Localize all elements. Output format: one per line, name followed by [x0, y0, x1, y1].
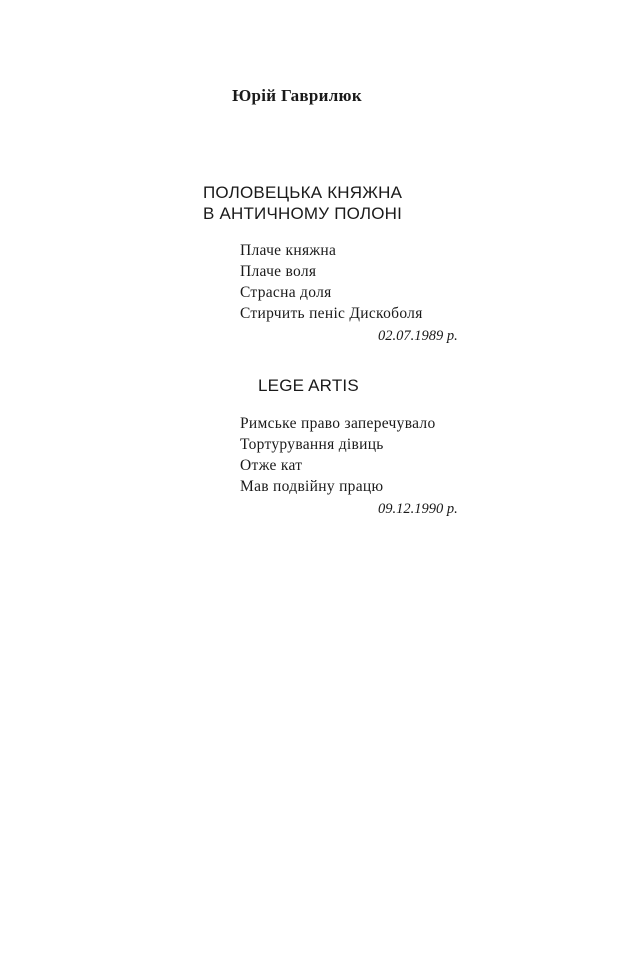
poem-title-line: В АНТИЧНОМУ ПОЛОНІ	[203, 204, 403, 223]
poem-line: Римське право заперечувало	[240, 415, 436, 432]
poem-title-line: ПОЛОВЕЦЬКА КНЯЖНА	[203, 183, 403, 202]
poem-line: Плаче воля	[240, 263, 317, 280]
poem-body	[240, 413, 436, 497]
poem-title: LEGE ARTIS	[258, 376, 359, 395]
poem-title	[203, 182, 402, 224]
poem-date: 09.12.1990 р.	[378, 501, 458, 517]
poem-body	[240, 240, 423, 324]
poem-line: Мав подвійну працю	[240, 478, 384, 495]
poem-line: Страсна доля	[240, 284, 332, 301]
poem-line: Тортурування дівиць	[240, 436, 384, 453]
poem-date: 02.07.1989 р.	[378, 328, 458, 344]
author-name: Юрій Гаврилюк	[232, 86, 362, 105]
poem-line: Отже кат	[240, 457, 303, 474]
poem-line: Стирчить пеніс Дискоболя	[240, 305, 423, 322]
poem-line: Плаче княжна	[240, 242, 337, 259]
